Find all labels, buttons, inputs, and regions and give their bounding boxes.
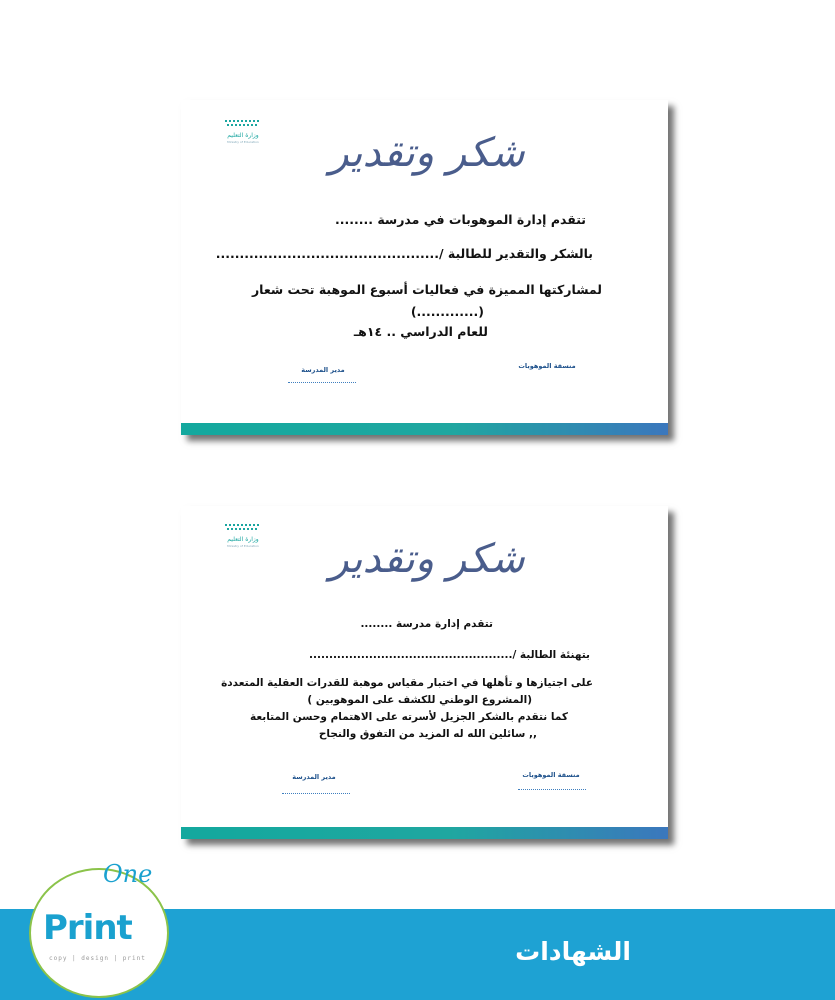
ministry-name-ar: وزارة التعليم [227, 132, 259, 139]
certificate-title-text: شكر وتقدير [329, 130, 525, 176]
certificate-title [293, 524, 561, 594]
certificate-line: تتقدم إدارة الموهوبات في مدرسة ........ [335, 212, 586, 227]
signature-line [518, 789, 586, 790]
certificate-line: للعام الدراسي .. ١٤هـ [353, 324, 488, 339]
ministry-logo-icon [219, 522, 267, 534]
logo-tagline: copy | design | print [49, 955, 146, 962]
certificate-title [293, 118, 561, 188]
certificate-title-text: شكر وتقدير [329, 536, 525, 582]
one-print-logo [29, 860, 177, 996]
ministry-name-ar: وزارة التعليم [227, 536, 259, 543]
signature-coordinator-label: منسقة الموهوبات [522, 771, 580, 779]
logo-one-text: One [103, 860, 153, 888]
ministry-name-en: Ministry of Education [227, 544, 259, 548]
signature-principal-label: مدير المدرسة [301, 366, 345, 374]
certificate-line: بالشكر والتقدير للطالبة /............................................... [215, 246, 593, 261]
certificate-line: ,, سائلين الله له المزيد من التفوق والنجاح [318, 728, 537, 740]
certificate-line: كما نتقدم بالشكر الجزيل لأسرته على الاهتمام وحسن المتابعة [250, 711, 568, 723]
certificate-line: على اجتيازها و تأهلها في اختبار مقياس موهبة للقدرات العقلية المتعددة [221, 677, 593, 689]
certificate-bottom-stripe [181, 827, 668, 839]
signature-principal-label: مدير المدرسة [292, 773, 336, 781]
certificate-line: بتهنئة الطالبة /................................................... [309, 649, 590, 661]
signature-line [282, 793, 350, 794]
certificate-card-1 [181, 100, 668, 435]
footer-title: الشهادات [515, 937, 631, 966]
certificate-bottom-stripe [181, 423, 668, 435]
certificate-line: تتقدم إدارة مدرسة ........ [360, 618, 493, 630]
logo-print-text: Print [43, 908, 132, 948]
certificate-line: لمشاركتها المميزة في فعاليات أسبوع الموهبة تحت شعار [251, 282, 602, 297]
ministry-of-education-logo [219, 522, 267, 556]
certificate-card-2 [181, 506, 668, 839]
certificate-line: (.............) [410, 304, 484, 319]
signature-coordinator-label: منسقة الموهوبات [518, 362, 576, 370]
ministry-name-en: Ministry of Education [227, 140, 259, 144]
ministry-logo-icon [219, 118, 267, 130]
signature-line [288, 382, 356, 383]
certificate-line: (المشروع الوطني للكشف على الموهوبين ) [307, 694, 532, 706]
ministry-of-education-logo [219, 118, 267, 152]
